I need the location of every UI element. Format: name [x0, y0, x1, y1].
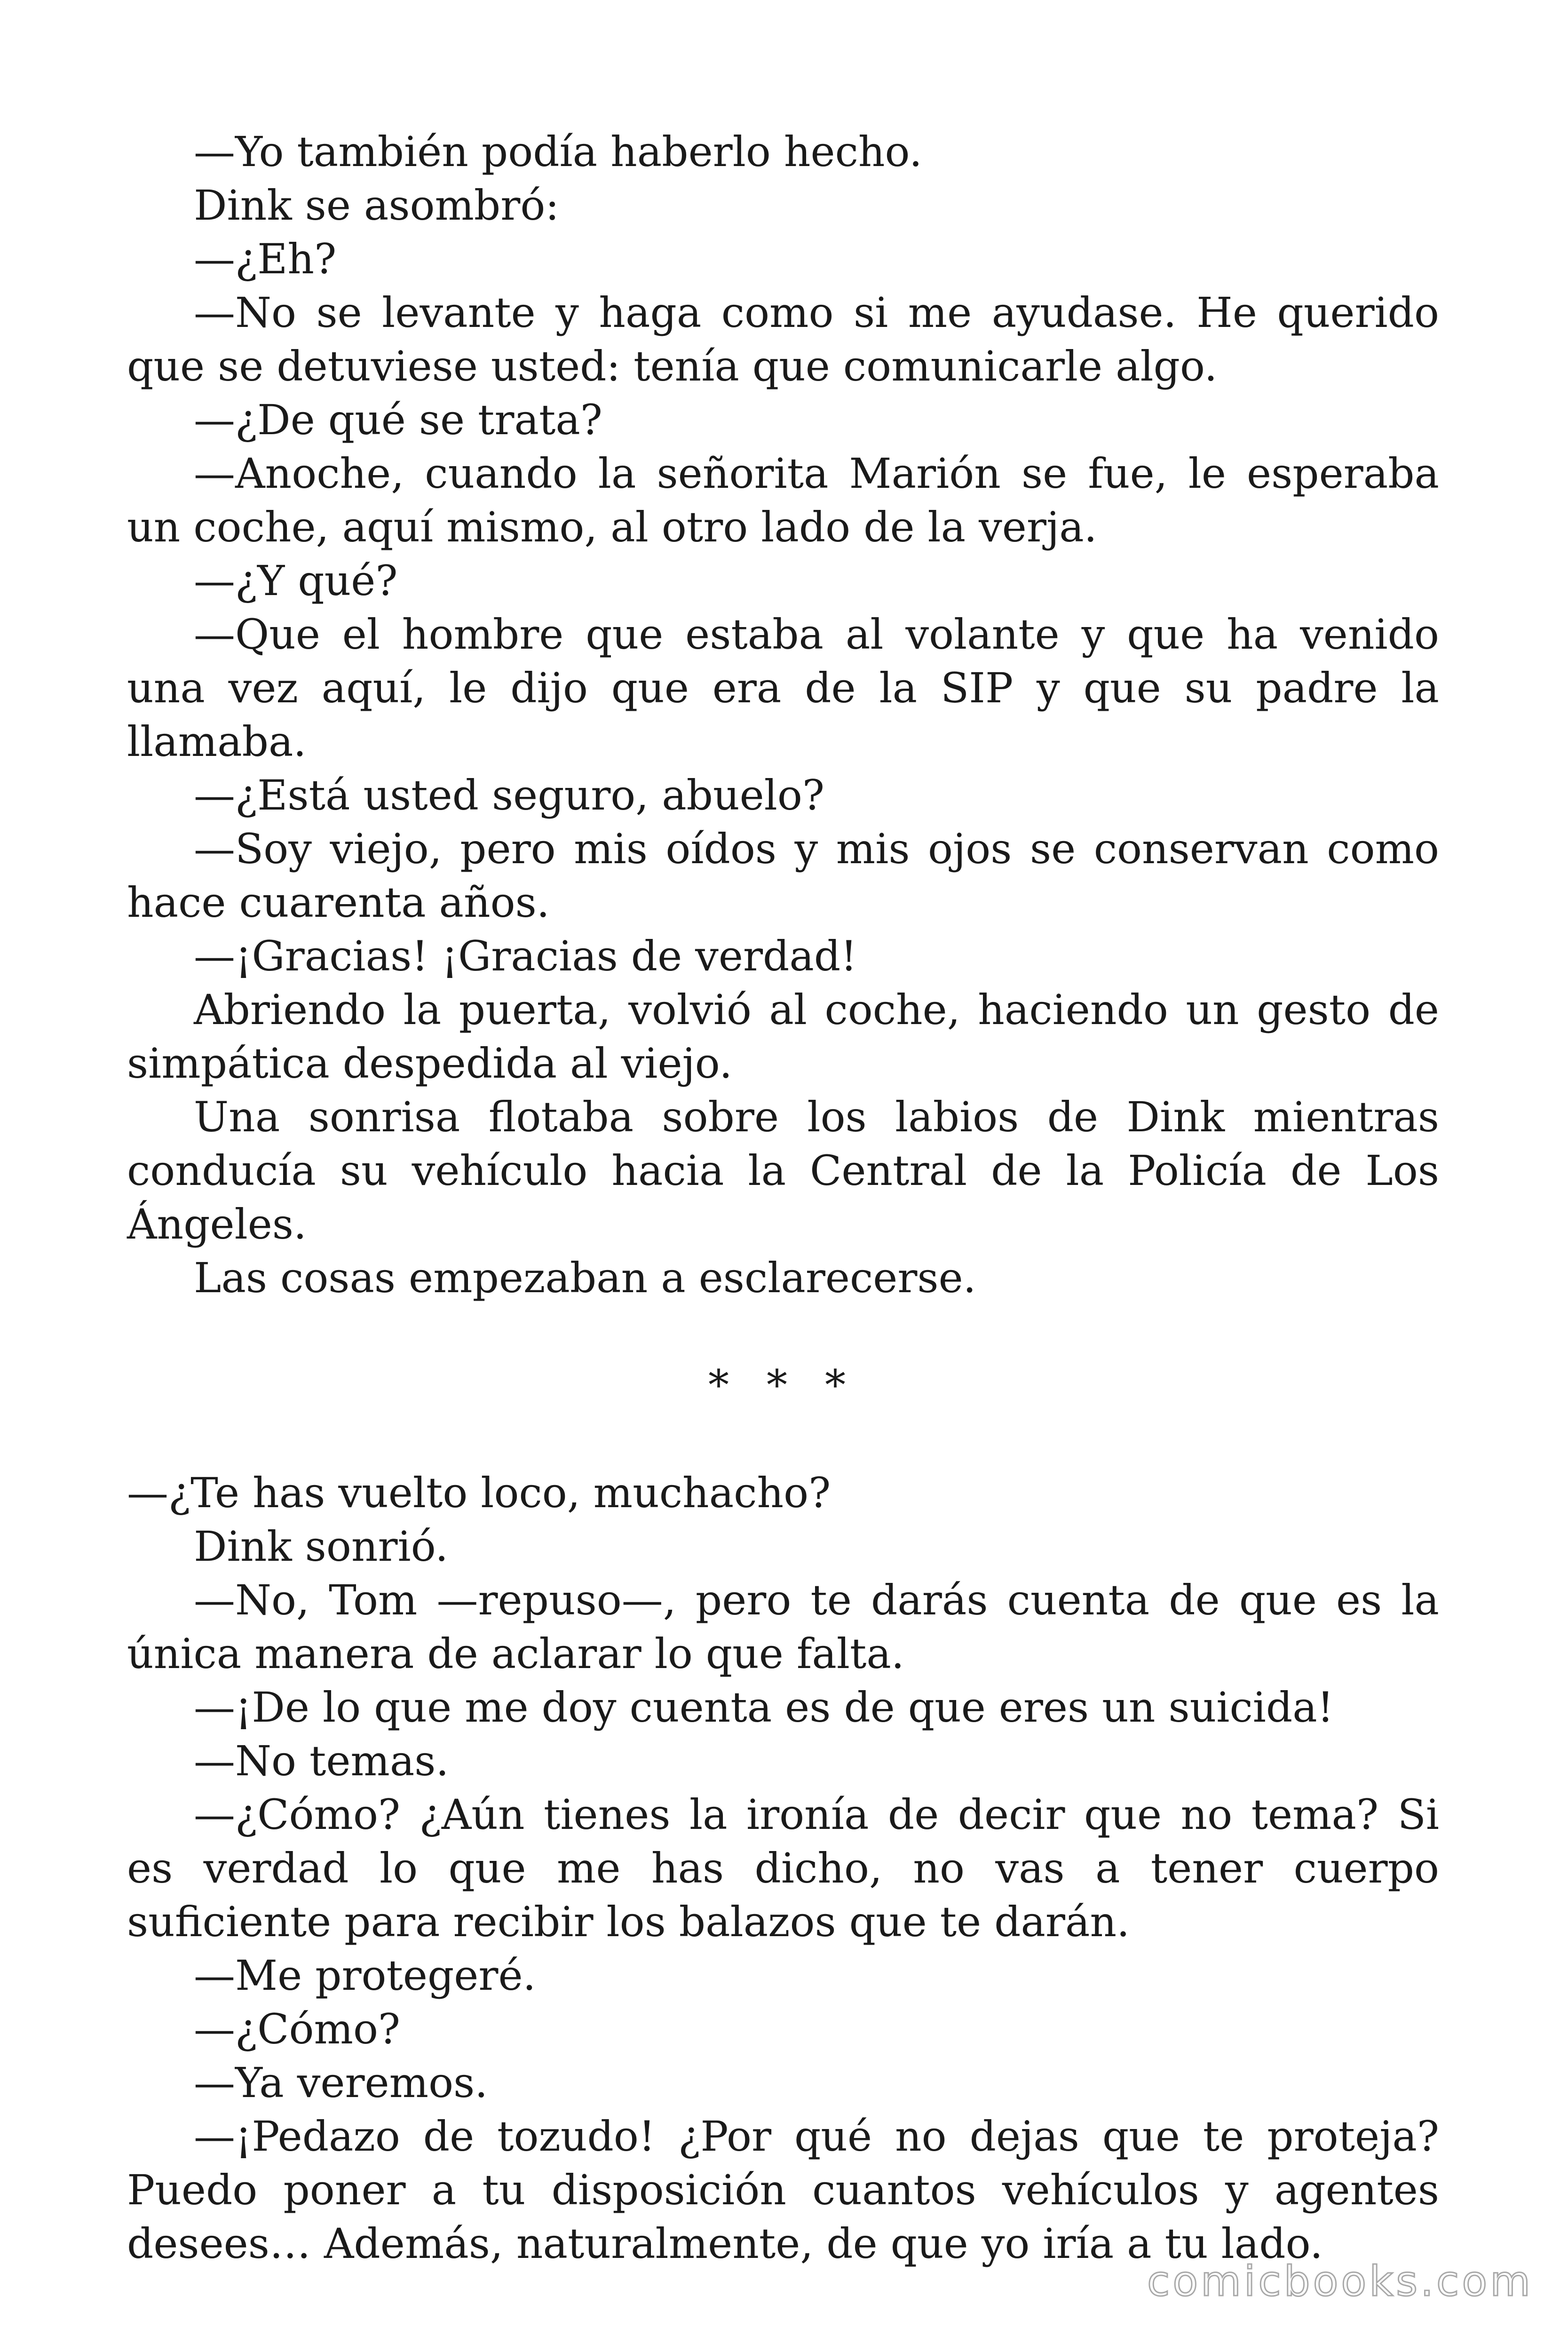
paragraph: Dink sonrió. — [194, 1522, 449, 1571]
paragraph: —¿Está usted seguro, abuelo? — [194, 771, 825, 819]
paragraph: —No temas. — [194, 1737, 449, 1785]
paragraph: —¿De qué se trata? — [194, 396, 602, 444]
paragraph: —Ya veremos. — [194, 2058, 488, 2107]
paragraph: —Yo también podía haberlo hecho. — [194, 127, 922, 176]
paragraph: —No se levante y haga como si me ayudase. He querido que se detuviese usted: tenía que comunicarle algo. — [127, 288, 1439, 390]
paragraph: —¿Cómo? ¿Aún tienes la ironía de decir que no tema? Si es verdad lo que me has dicho, no vas a tener cuerpo suficiente para recibir los balazos que te darán. — [127, 1790, 1439, 1946]
paragraph: Una sonrisa flotaba sobre los labios de Dink mientras conducía su vehículo hacia la Central de la Policía de Los Ángeles. — [127, 1093, 1439, 1248]
paragraph: —No, Tom —repuso—, pero te darás cuenta de que es la única manera de aclarar lo que falta. — [127, 1576, 1439, 1678]
paragraph: —¡Gracias! ¡Gracias de verdad! — [194, 932, 857, 980]
paragraph: —¿Cómo? — [194, 2005, 401, 2053]
page-text — [127, 125, 1439, 2271]
paragraph: —Soy viejo, pero mis oídos y mis ojos se conservan como hace cuarenta años. — [127, 825, 1439, 927]
paragraph: Las cosas empezaban a esclarecerse. — [194, 1254, 976, 1302]
watermark-logo: comicbooks.com — [1147, 2257, 1533, 2305]
paragraph: Abriendo la puerta, volvió al coche, haciendo un gesto de simpática despedida al viejo. — [127, 985, 1439, 1088]
paragraph: —¿Eh? — [194, 235, 337, 283]
paragraph: Dink se asombró: — [194, 181, 559, 230]
paragraph: —Que el hombre que estaba al volante y que ha venido una vez aquí, le dijo que era de la SIP y que su padre la llamaba. — [127, 610, 1439, 766]
paragraph: —¡De lo que me doy cuenta es de que eres un suicida! — [194, 1683, 1334, 1732]
paragraph: —¿Y qué? — [194, 556, 398, 605]
paragraph: —¿Te has vuelto loco, muchacho? — [127, 1469, 831, 1517]
section-break: * * * — [708, 1361, 858, 1409]
paragraph: —Me protegeré. — [194, 1951, 536, 2000]
paragraph: —¡Pedazo de tozudo! ¿Por qué no dejas que te proteja? Puedo poner a tu disposición cuantos vehículos y agentes desees… Además, naturalmente, de que yo iría a tu lado. — [127, 2112, 1439, 2268]
paragraph: —Anoche, cuando la señorita Marión se fue, le esperaba un coche, aquí mismo, al otro lado de la verja. — [127, 449, 1439, 551]
